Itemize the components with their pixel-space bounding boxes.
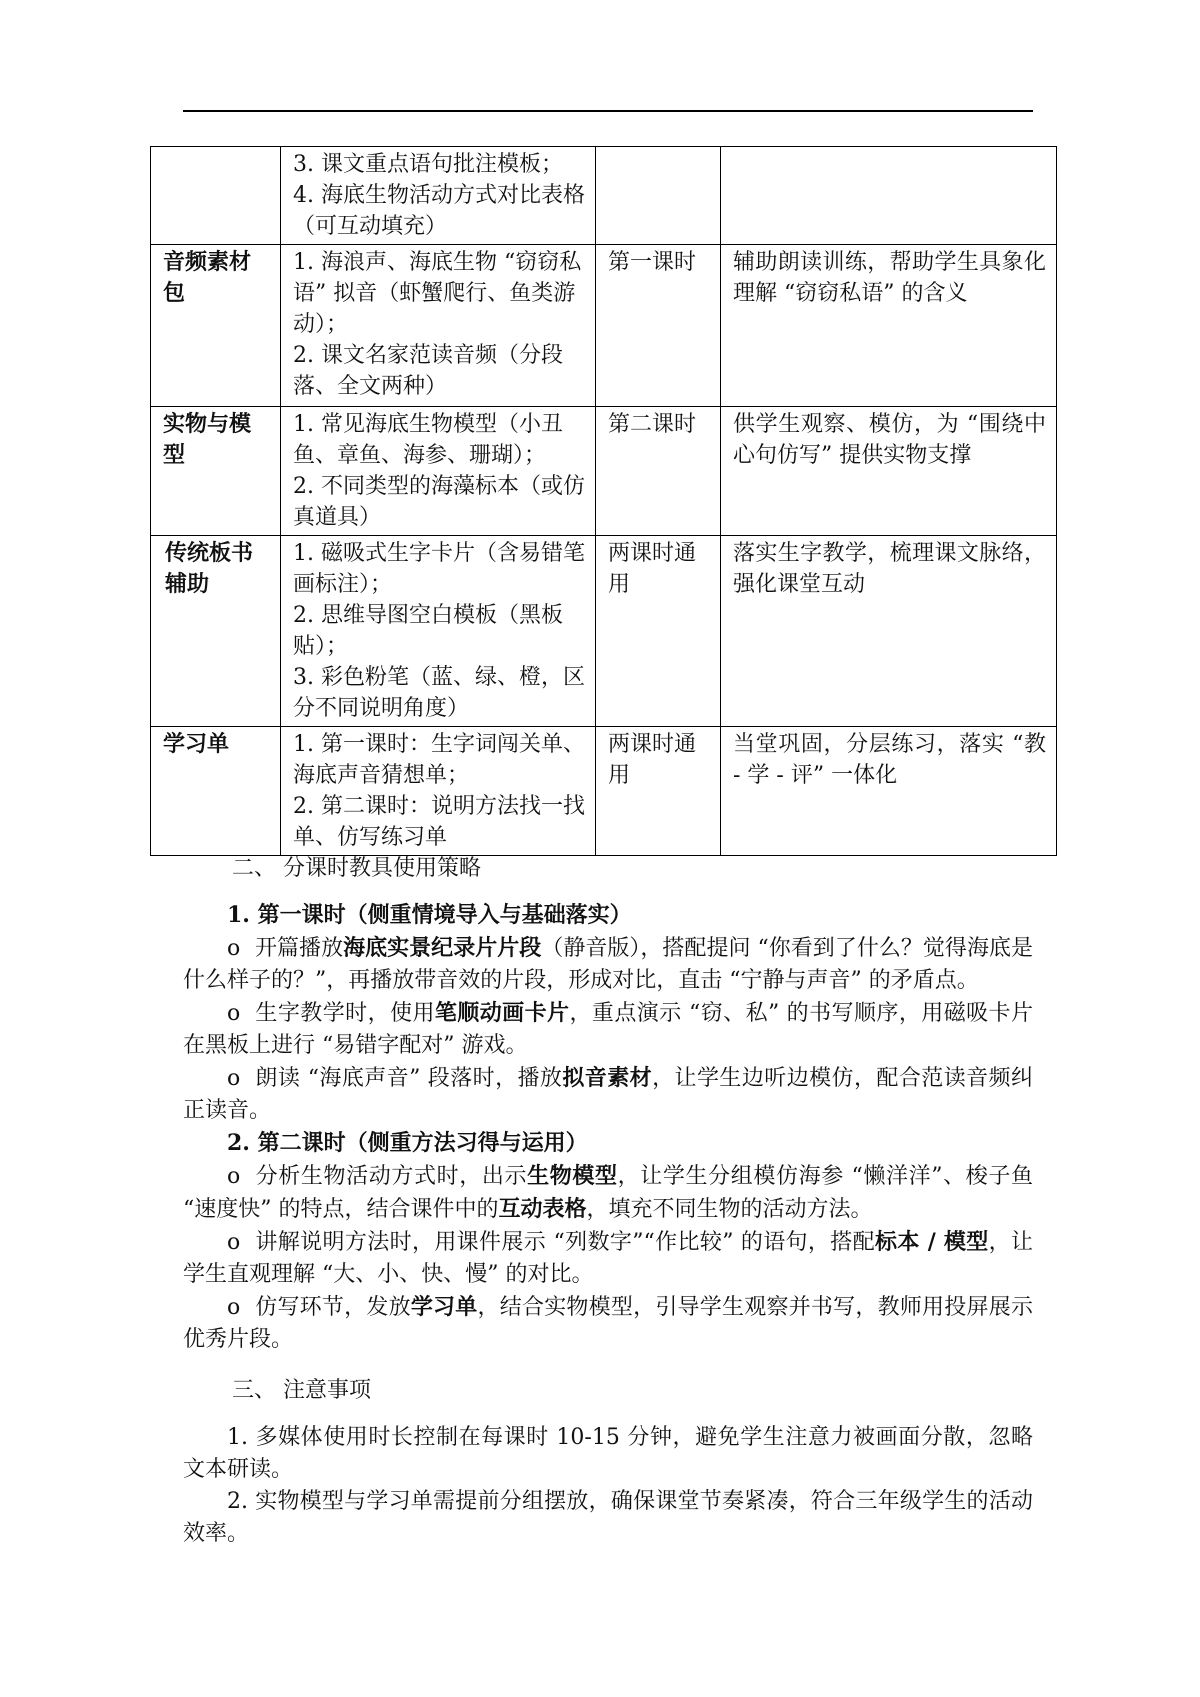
list-item: o 朗读 “海底声音” 段落时，播放拟音素材，让学生边听边模仿，配合范读音频纠正读音。 bbox=[183, 1065, 1033, 1123]
list-item: 1. 常见海底生物模型（小丑鱼、章鱼、海参、珊瑚）； bbox=[293, 412, 563, 468]
list-item: o 生字教学时，使用笔顺动画卡片，重点演示 “窃、私” 的书写顺序，用磁吸卡片在黑板上进行 “易错字配对” 游戏。 bbox=[183, 1000, 1033, 1058]
table-cell-use: 落实生字教学，梳理课文脉络，强化课堂互动 bbox=[721, 536, 1057, 727]
table-cell-name: 实物与模型 bbox=[151, 407, 281, 536]
list-item: 2. 实物模型与学习单需提前分组摆放，确保课堂节奏紧凑，符合三年级学生的活动效率。 bbox=[183, 1489, 1033, 1546]
list-item: 4. 海底生物活动方式对比表格（可互动填充） bbox=[293, 183, 585, 239]
table-row bbox=[151, 147, 1057, 245]
list-item: 2. 思维导图空白模板（黑板贴）； bbox=[293, 603, 563, 659]
notes-block bbox=[183, 1422, 1033, 1550]
list-item: 2. 不同类型的海藻标本（或仿真道具） bbox=[293, 474, 585, 530]
table-row bbox=[151, 407, 1057, 536]
table-cell-list bbox=[281, 245, 596, 407]
table-cell-time: 第二课时 bbox=[596, 407, 721, 536]
list-item: 2. 课文名家范读音频（分段落、全文两种） bbox=[293, 343, 563, 399]
bullet-icon: o bbox=[227, 1230, 241, 1255]
list-item: 1. 第一课时：生字词闯关单、海底声音猜想单； bbox=[293, 732, 585, 788]
table-cell-use: 供学生观察、模仿，为 “围绕中心句仿写” 提供实物支撑 bbox=[721, 407, 1057, 536]
table-row bbox=[151, 536, 1057, 727]
table-cell-use bbox=[721, 147, 1057, 245]
bullet-icon: o bbox=[227, 936, 241, 961]
table-cell-list bbox=[281, 536, 596, 727]
table-cell-name: 学习单 bbox=[151, 727, 281, 856]
table-cell-time bbox=[596, 147, 721, 245]
bullet-icon: o bbox=[227, 1001, 241, 1026]
list-item: o 讲解说明方法时，用课件展示 “列数字”“作比较” 的语句，搭配标本 / 模型，让学生直观理解 “大、小、快、慢” 的对比。 bbox=[183, 1229, 1033, 1287]
bullet-icon: o bbox=[227, 1066, 241, 1091]
table-cell-use: 当堂巩固，分层练习，落实 “教 - 学 - 评” 一体化 bbox=[721, 727, 1057, 856]
list-item: o 分析生物活动方式时，出示生物模型，让学生分组模仿海参 “懒洋洋”、梭子鱼 “速度快” 的特点，结合课件中的互动表格，填充不同生物的活动方法。 bbox=[183, 1163, 1033, 1222]
bullet-icon: o bbox=[227, 1295, 241, 1320]
table-row bbox=[151, 245, 1057, 407]
lesson1-block bbox=[183, 899, 1033, 1356]
list-item: 1. 海浪声、海底生物 “窃窃私语” 拟音（虾蟹爬行、鱼类游动）； bbox=[293, 250, 582, 337]
teaching-aids-table bbox=[150, 146, 1057, 856]
section-heading-notes: 三、 注意事项 bbox=[232, 1378, 371, 1403]
list-item: o 开篇播放海底实景纪录片片段（静音版），搭配提问 “你看到了什么？觉得海底是什么样子的？”，再播放带音效的片段，形成对比，直击 “宁静与声音” 的矛盾点。 bbox=[183, 935, 1033, 993]
table-cell-use: 辅助朗读训练，帮助学生具象化理解 “窃窃私语” 的含义 bbox=[721, 245, 1057, 407]
table-cell-name: 传统板书辅助 bbox=[151, 536, 281, 727]
list-item: 1. 磁吸式生字卡片（含易错笔画标注）； bbox=[293, 541, 585, 597]
list-item: o 仿写环节，发放学习单，结合实物模型，引导学生观察并书写，教师用投屏展示优秀片段。 bbox=[183, 1294, 1033, 1352]
table-cell-list bbox=[281, 407, 596, 536]
table-cell-name bbox=[151, 147, 281, 245]
list-item: 3. 彩色粉笔（蓝、绿、橙，区分不同说明角度） bbox=[293, 665, 585, 721]
list-item: 2. 第二课时：说明方法找一找单、仿写练习单 bbox=[293, 794, 585, 850]
table-cell-list bbox=[281, 727, 596, 856]
lesson2-title: 2. 第二课时（侧重方法习得与运用） bbox=[227, 1130, 588, 1156]
table-cell-time: 第一课时 bbox=[596, 245, 721, 407]
section-heading-strategy: 二、 分课时教具使用策略 bbox=[232, 856, 481, 881]
table-cell-list bbox=[281, 147, 596, 245]
table-cell-name: 音频素材包 bbox=[151, 245, 281, 407]
list-item: 1. 多媒体使用时长控制在每课时 10-15 分钟，避免学生注意力被画面分散，忽略文本研读。 bbox=[183, 1425, 1033, 1482]
header-rule bbox=[183, 110, 1033, 112]
bullet-icon: o bbox=[227, 1164, 241, 1189]
table-row bbox=[151, 727, 1057, 856]
list-item: 3. 课文重点语句批注模板； bbox=[293, 152, 563, 177]
table-cell-time: 两课时通用 bbox=[596, 536, 721, 727]
table-cell-time: 两课时通用 bbox=[596, 727, 721, 856]
lesson1-title: 1. 第一课时（侧重情境导入与基础落实） bbox=[227, 902, 632, 928]
